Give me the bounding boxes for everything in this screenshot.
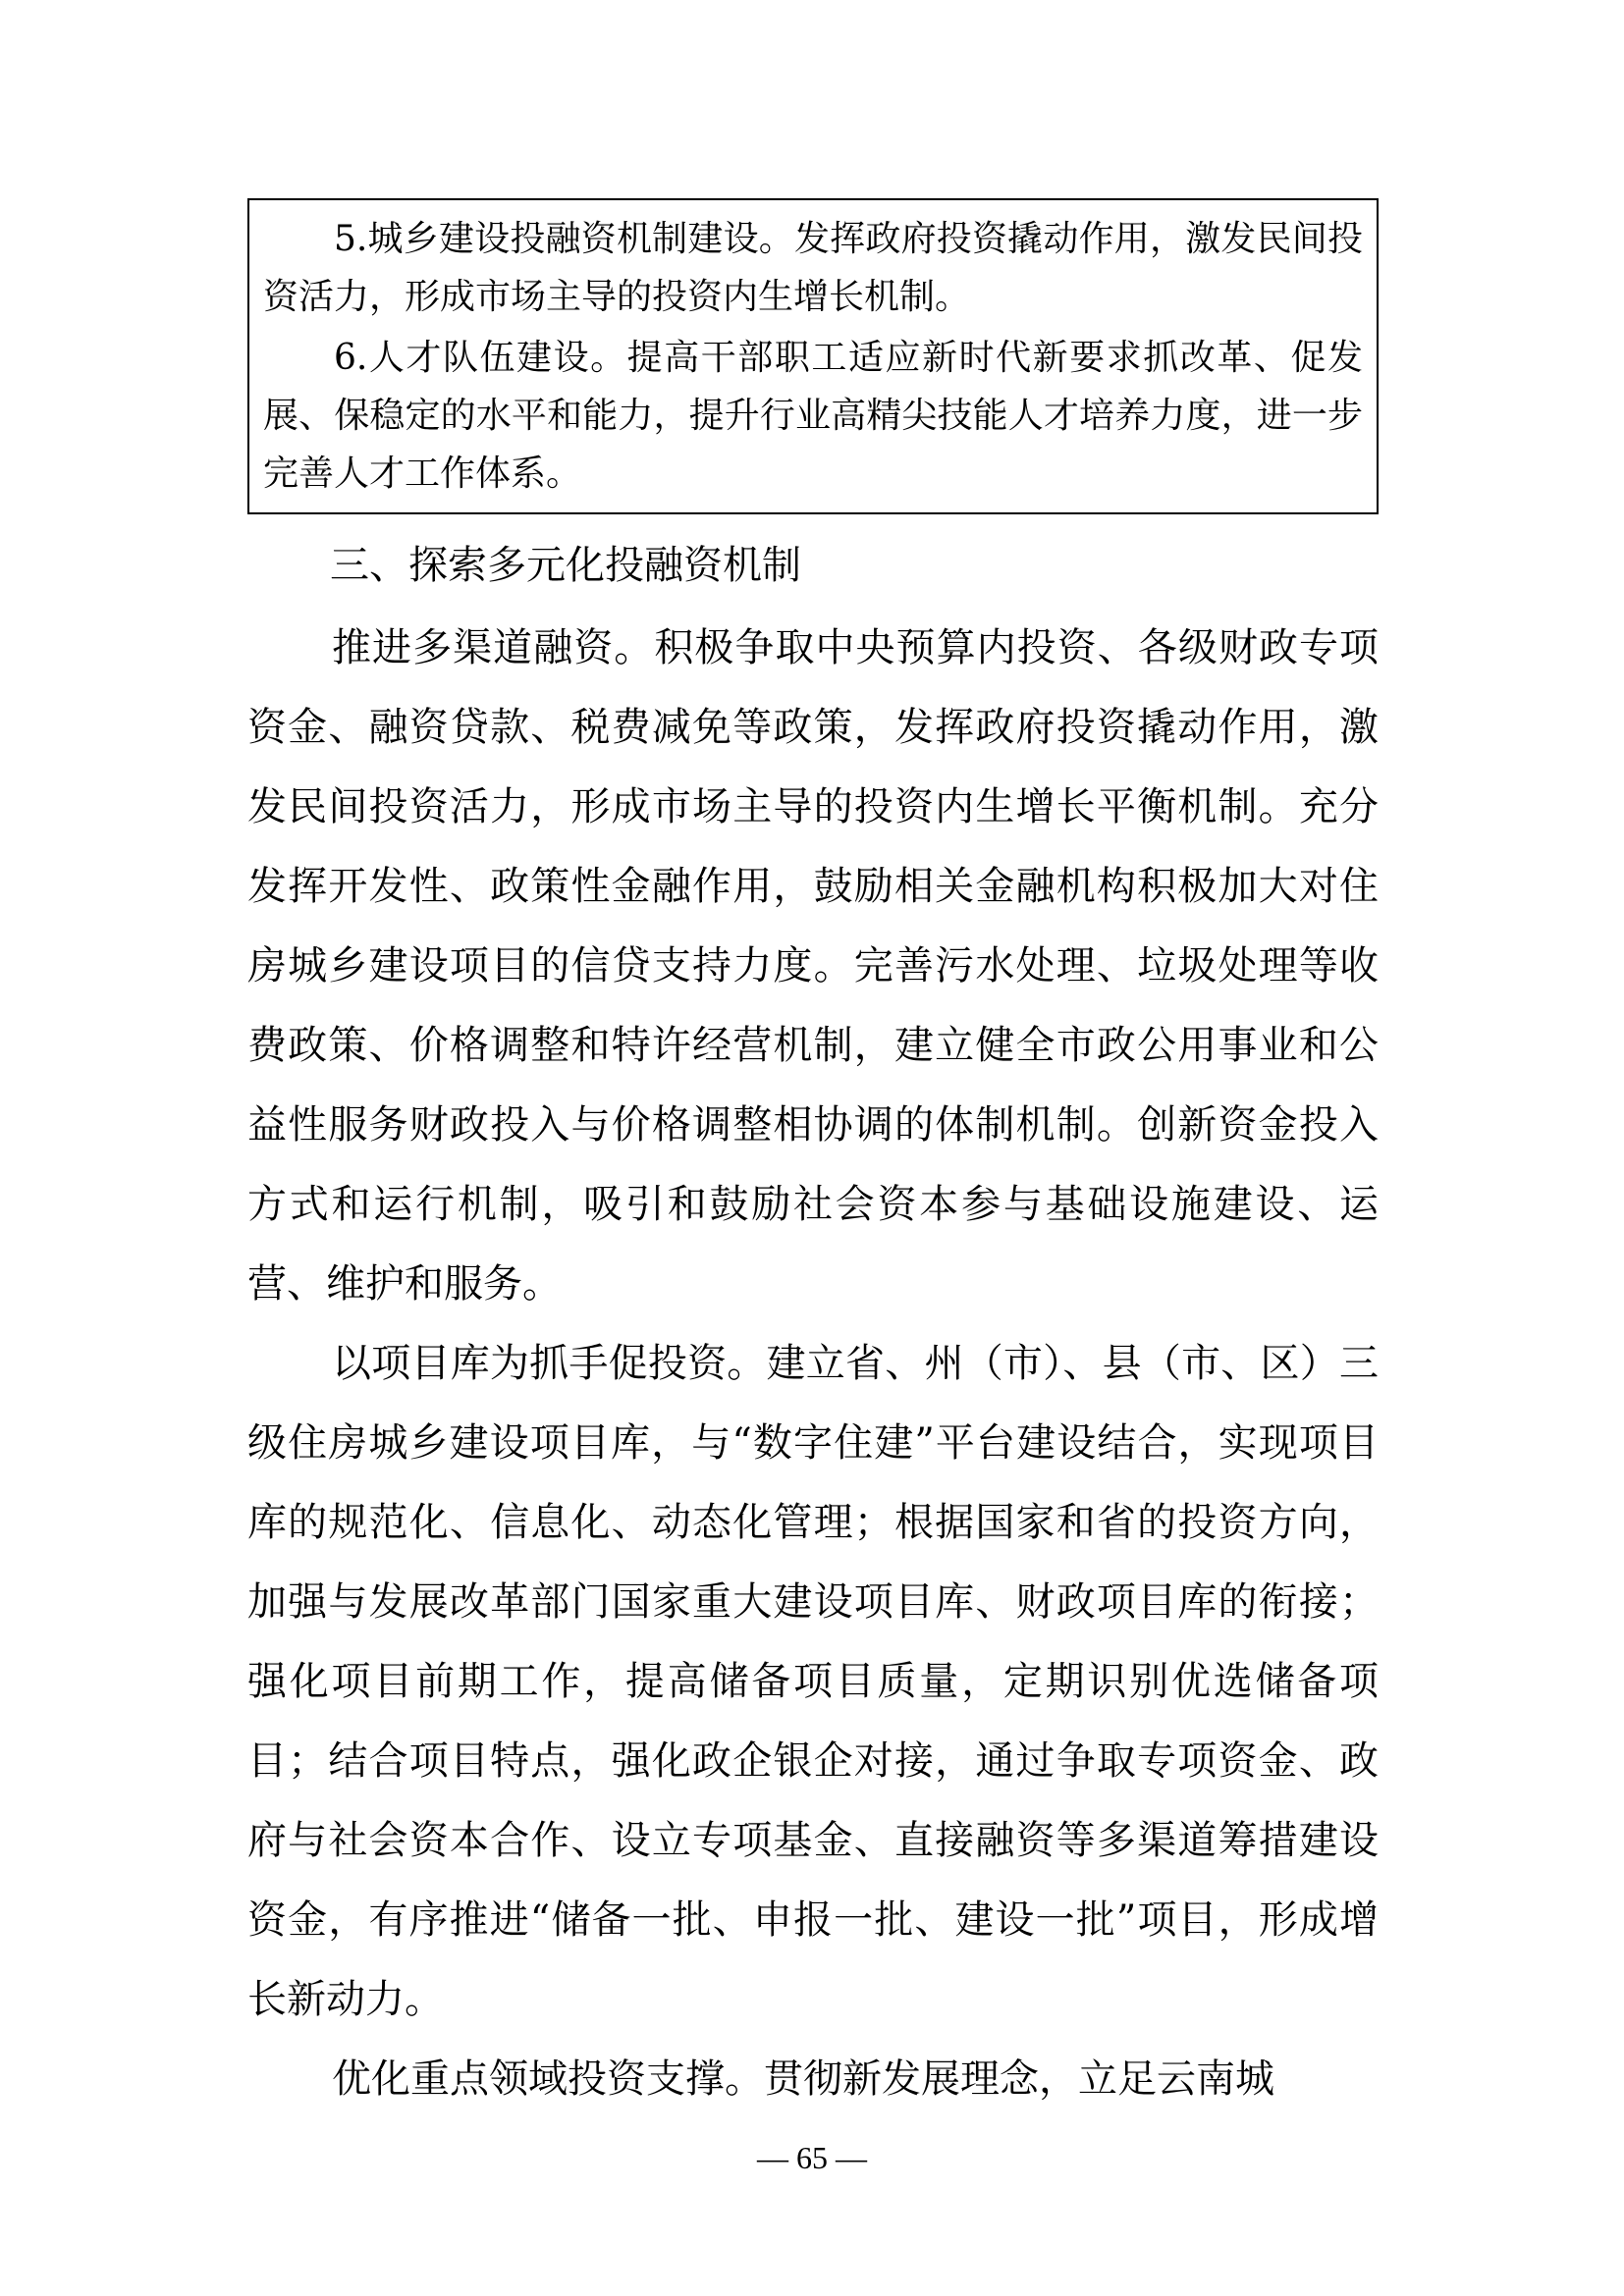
boxed-section xyxy=(247,198,1379,514)
section-heading: 三、探索多元化投融资机制 xyxy=(330,543,801,588)
section-body xyxy=(247,609,1379,2119)
boxed-item-6: 6.人才队伍建设。提高干部职工适应新时代新要求抓改革、促发展、保稳定的水平和能力，提升行业高精尖技能人才培养力度，进一步完善人才工作体系。 xyxy=(263,338,1363,494)
boxed-item-5: 5.城乡建设投融资机制建设。发挥政府投资撬动作用，激发民间投资活力，形成市场主导的投资内生增长机制。 xyxy=(263,219,1363,317)
page-number: — 65 — xyxy=(757,2140,867,2175)
paragraph-financing: 推进多渠道融资。积极争取中央预算内投资、各级财政专项资金、融资贷款、税费减免等政策，发挥政府投资撬动作用，激发民间投资活力，形成市场主导的投资内生增长平衡机制。充分发挥开发性、政策性金融作用，鼓励相关金融机构积极加大对住房城乡建设项目的信贷支持力度。完善污水处理、垃圾处理等收费政策、价格调整和特许经营机制，建立健全市政公用事业和公益性服务财政投入与价格调整相协调的体制机制。创新资金投入方式和运行机制，吸引和鼓励社会资本参与基础设施建设、运营、维护和服务。 xyxy=(247,625,1379,1307)
paragraph-project-library: 以项目库为抓手促投资。建立省、州（市）、县（市、区）三级住房城乡建设项目库，与“数字住建”平台建设结合，实现项目库的规范化、信息化、动态化管理；根据国家和省的投资方向，加强与发展改革部门国家重大建设项目库、财政项目库的衔接；强化项目前期工作，提高储备项目质量，定期识别优选储备项目；结合项目特点，强化政企银企对接，通过争取专项资金、政府与社会资本合作、设立专项基金、直接融资等多渠道筹措建设资金，有序推进“储备一批、申报一批、建设一批”项目，形成增长新动力。 xyxy=(247,1341,1379,2022)
paragraph-key-areas: 优化重点领域投资支撑。贯彻新发展理念，立足云南城 xyxy=(332,2056,1274,2102)
